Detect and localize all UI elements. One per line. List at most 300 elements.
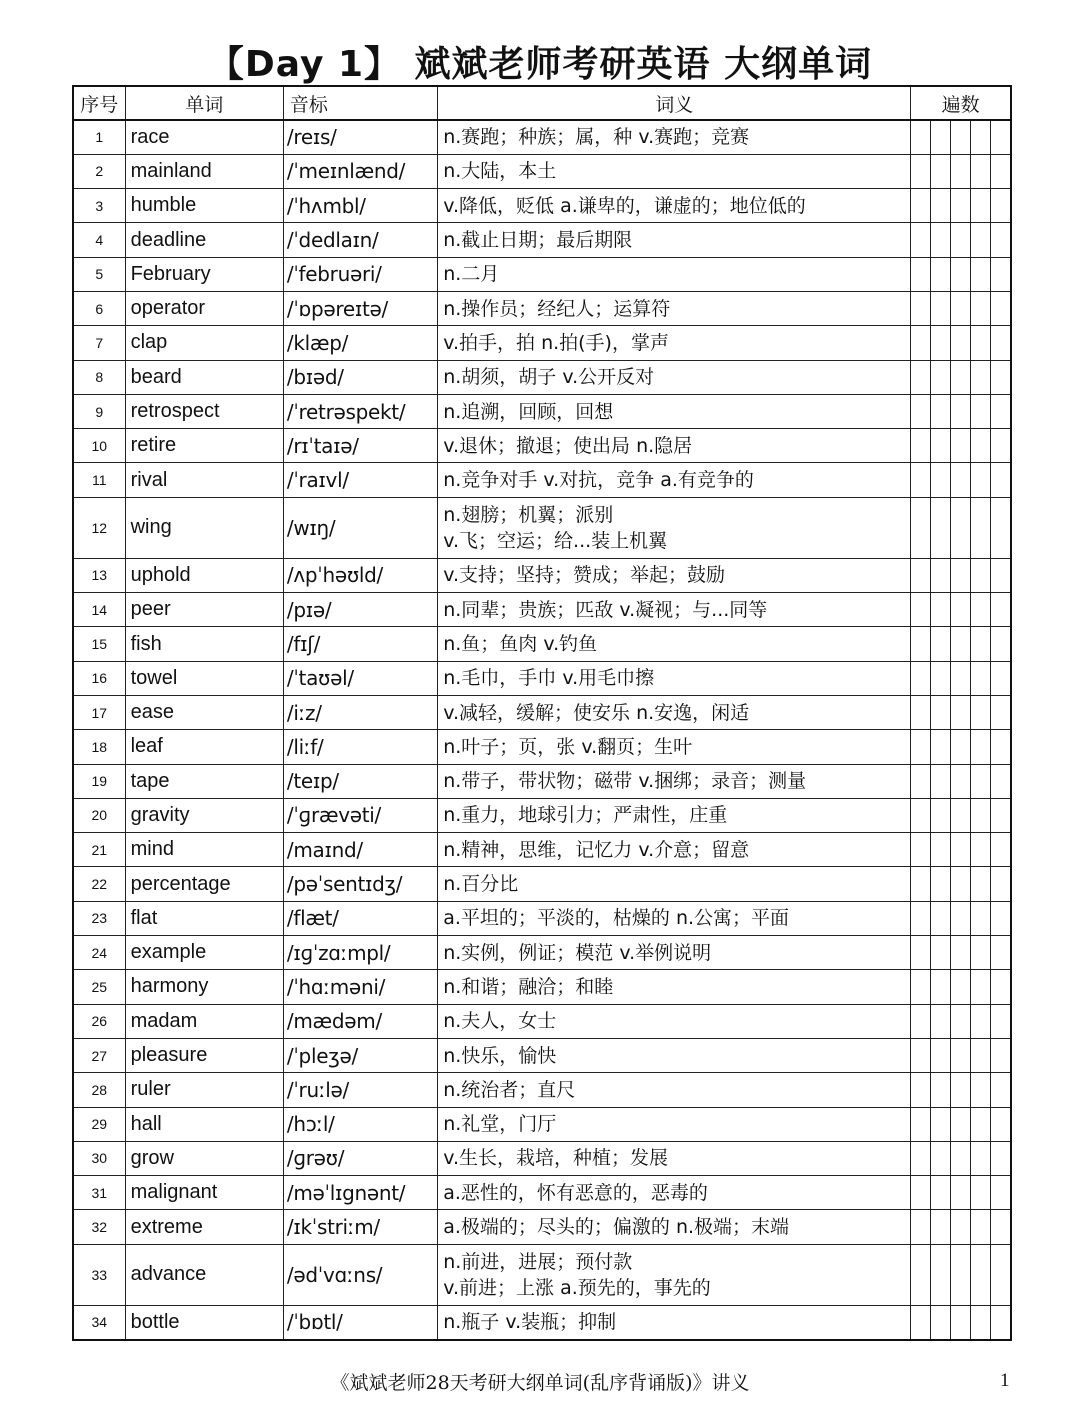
row-phonetic: /ˈretrəspekt/: [283, 394, 437, 428]
row-phonetic: /ədˈvɑːns/: [283, 1244, 437, 1305]
row-phonetic: /pɪə/: [283, 593, 437, 627]
definition-line: n.追溯，回顾，回想: [443, 400, 614, 423]
tally-box[interactable]: [911, 867, 931, 901]
row-word: percentage: [125, 867, 283, 901]
row-definition: [438, 429, 911, 463]
tally-box[interactable]: [991, 798, 1011, 832]
tally-box[interactable]: [971, 833, 991, 867]
tally-box[interactable]: [911, 970, 931, 1004]
table-row: [73, 189, 1011, 223]
tally-box[interactable]: [931, 1176, 951, 1210]
row-definition: [438, 1141, 911, 1175]
tally-box[interactable]: [951, 1038, 971, 1072]
tally-box[interactable]: [911, 1210, 931, 1244]
row-number: 12: [73, 497, 125, 558]
tally-box[interactable]: [951, 429, 971, 463]
row-phonetic: /ˈpleʒə/: [283, 1038, 437, 1072]
row-number: 11: [73, 463, 125, 497]
tally-box[interactable]: [931, 970, 951, 1004]
tally-box[interactable]: [931, 901, 951, 935]
tally-box[interactable]: [951, 627, 971, 661]
table-row: [73, 1141, 1011, 1175]
tally-box[interactable]: [971, 558, 991, 592]
row-definition: [438, 833, 911, 867]
tally-box[interactable]: [991, 1176, 1011, 1210]
tally-box[interactable]: [951, 730, 971, 764]
tally-box[interactable]: [911, 1176, 931, 1210]
row-phonetic: /ˈraɪvl/: [283, 463, 437, 497]
tally-box[interactable]: [991, 1107, 1011, 1141]
tally-box[interactable]: [951, 1244, 971, 1305]
tally-box[interactable]: [931, 1004, 951, 1038]
tally-box[interactable]: [931, 326, 951, 360]
row-word: advance: [125, 1244, 283, 1305]
row-phonetic: /reɪs/: [283, 120, 437, 154]
tally-box[interactable]: [991, 154, 1011, 188]
tally-box[interactable]: [971, 1244, 991, 1305]
table-row: [73, 593, 1011, 627]
tally-box[interactable]: [911, 1004, 931, 1038]
tally-box[interactable]: [931, 593, 951, 627]
tally-box[interactable]: [911, 558, 931, 592]
tally-box[interactable]: [991, 223, 1011, 257]
tally-box[interactable]: [931, 1073, 951, 1107]
row-definition: [438, 291, 911, 325]
tally-box[interactable]: [991, 1038, 1011, 1072]
tally-box[interactable]: [911, 257, 931, 291]
table-row: [73, 764, 1011, 798]
table-row: [73, 936, 1011, 970]
tally-box[interactable]: [991, 901, 1011, 935]
tally-box[interactable]: [931, 730, 951, 764]
tally-box[interactable]: [911, 661, 931, 695]
tally-box[interactable]: [971, 1176, 991, 1210]
tally-box[interactable]: [911, 360, 931, 394]
tally-box[interactable]: [911, 936, 931, 970]
tally-box[interactable]: [971, 661, 991, 695]
definition-line: v.拍手，拍 n.拍(手)，掌声: [443, 331, 669, 354]
tally-box[interactable]: [991, 1073, 1011, 1107]
table-row: [73, 463, 1011, 497]
tally-box[interactable]: [911, 497, 931, 558]
tally-box[interactable]: [991, 936, 1011, 970]
tally-box[interactable]: [991, 593, 1011, 627]
tally-box[interactable]: [971, 867, 991, 901]
table-row: [73, 1038, 1011, 1072]
tally-box[interactable]: [951, 593, 971, 627]
tally-box[interactable]: [951, 223, 971, 257]
tally-box[interactable]: [931, 120, 951, 154]
row-definition: [438, 593, 911, 627]
row-definition: [438, 936, 911, 970]
tally-box[interactable]: [991, 497, 1011, 558]
tally-box[interactable]: [971, 627, 991, 661]
row-word: uphold: [125, 558, 283, 592]
tally-box[interactable]: [951, 291, 971, 325]
definition-line: n.前进，进展；预付款: [443, 1250, 633, 1273]
tally-box[interactable]: [991, 257, 1011, 291]
row-number: 30: [73, 1141, 125, 1175]
row-word: deadline: [125, 223, 283, 257]
tally-box[interactable]: [911, 833, 931, 867]
table-row: [73, 497, 1011, 558]
row-number: 29: [73, 1107, 125, 1141]
tally-box[interactable]: [911, 1305, 931, 1339]
row-phonetic: /ˈdedlaɪn/: [283, 223, 437, 257]
tally-box[interactable]: [911, 120, 931, 154]
tally-box[interactable]: [931, 154, 951, 188]
tally-box[interactable]: [931, 1210, 951, 1244]
tally-box[interactable]: [951, 558, 971, 592]
tally-box[interactable]: [911, 394, 931, 428]
tally-box[interactable]: [951, 764, 971, 798]
table-row: [73, 798, 1011, 832]
row-word: mind: [125, 833, 283, 867]
tally-box[interactable]: [971, 798, 991, 832]
tally-box[interactable]: [971, 154, 991, 188]
tally-box[interactable]: [911, 695, 931, 729]
page-title: 【Day 1】 斌斌老师考研英语 大纲单词: [207, 44, 873, 85]
tally-box[interactable]: [931, 1038, 951, 1072]
table-row: [73, 291, 1011, 325]
row-phonetic: /ˈbɒtl/: [283, 1305, 437, 1339]
row-definition: [438, 1244, 911, 1305]
tally-box[interactable]: [991, 970, 1011, 1004]
tally-box[interactable]: [951, 833, 971, 867]
tally-box[interactable]: [971, 936, 991, 970]
tally-box[interactable]: [931, 463, 951, 497]
tally-box[interactable]: [911, 154, 931, 188]
tally-box[interactable]: [931, 1141, 951, 1175]
header-tally: 遍数: [911, 86, 1011, 120]
tally-box[interactable]: [971, 257, 991, 291]
row-phonetic: /hɔːl/: [283, 1107, 437, 1141]
row-word: tape: [125, 764, 283, 798]
definition-line: v.支持；坚持；赞成；举起；鼓励: [443, 564, 726, 587]
tally-box[interactable]: [971, 764, 991, 798]
row-phonetic: /fɪʃ/: [283, 627, 437, 661]
tally-box[interactable]: [971, 189, 991, 223]
tally-box[interactable]: [951, 189, 971, 223]
row-definition: [438, 627, 911, 661]
page-footer: 《斌斌老师28天考研大纲单词(乱序背诵版)》讲义: [330, 1372, 750, 1394]
tally-box[interactable]: [991, 189, 1011, 223]
tally-box[interactable]: [971, 223, 991, 257]
table-row: [73, 627, 1011, 661]
row-number: 16: [73, 661, 125, 695]
row-word: operator: [125, 291, 283, 325]
tally-box[interactable]: [931, 558, 951, 592]
tally-box[interactable]: [931, 764, 951, 798]
row-word: towel: [125, 661, 283, 695]
tally-box[interactable]: [971, 120, 991, 154]
table-row: [73, 326, 1011, 360]
tally-box[interactable]: [991, 1305, 1011, 1339]
tally-box[interactable]: [991, 326, 1011, 360]
tally-box[interactable]: [911, 798, 931, 832]
row-number: 1: [73, 120, 125, 154]
tally-box[interactable]: [971, 463, 991, 497]
tally-box[interactable]: [911, 429, 931, 463]
tally-box[interactable]: [911, 1073, 931, 1107]
row-number: 24: [73, 936, 125, 970]
definition-line: n.百分比: [443, 873, 519, 896]
tally-box[interactable]: [971, 901, 991, 935]
row-word: bottle: [125, 1305, 283, 1339]
row-phonetic: /ˈtaʊəl/: [283, 661, 437, 695]
row-number: 5: [73, 257, 125, 291]
table-row: [73, 429, 1011, 463]
definition-line: n.带子，带状物；磁带 v.捆绑；录音；测量: [443, 770, 807, 793]
tally-box[interactable]: [931, 429, 951, 463]
definition-line: n.精神，思维，记忆力 v.介意；留意: [443, 838, 750, 861]
tally-box[interactable]: [911, 1038, 931, 1072]
tally-box[interactable]: [991, 1210, 1011, 1244]
tally-box[interactable]: [951, 497, 971, 558]
row-word: clap: [125, 326, 283, 360]
row-definition: [438, 326, 911, 360]
table-row: [73, 695, 1011, 729]
definition-line: n.毛巾，手巾 v.用毛巾擦: [443, 667, 655, 690]
table-row: [73, 120, 1011, 154]
row-phonetic: /ˈruːlə/: [283, 1073, 437, 1107]
tally-box[interactable]: [991, 291, 1011, 325]
row-phonetic: /ʌpˈhəʊld/: [283, 558, 437, 592]
tally-box[interactable]: [951, 867, 971, 901]
tally-box[interactable]: [971, 326, 991, 360]
table-row: [73, 970, 1011, 1004]
tally-box[interactable]: [931, 695, 951, 729]
tally-box[interactable]: [971, 360, 991, 394]
tally-box[interactable]: [911, 291, 931, 325]
table-row: [73, 901, 1011, 935]
row-number: 17: [73, 695, 125, 729]
header-num: 序号: [73, 86, 125, 120]
row-number: 13: [73, 558, 125, 592]
row-number: 9: [73, 394, 125, 428]
tally-box[interactable]: [971, 1004, 991, 1038]
tally-box[interactable]: [991, 867, 1011, 901]
tally-box[interactable]: [931, 1305, 951, 1339]
row-number: 32: [73, 1210, 125, 1244]
row-number: 10: [73, 429, 125, 463]
tally-box[interactable]: [911, 1244, 931, 1305]
tally-box[interactable]: [971, 593, 991, 627]
tally-box[interactable]: [971, 730, 991, 764]
tally-box[interactable]: [931, 223, 951, 257]
tally-box[interactable]: [911, 1107, 931, 1141]
tally-box[interactable]: [911, 326, 931, 360]
tally-box[interactable]: [991, 1244, 1011, 1305]
tally-box[interactable]: [951, 1141, 971, 1175]
tally-box[interactable]: [971, 695, 991, 729]
row-number: 23: [73, 901, 125, 935]
tally-box[interactable]: [931, 867, 951, 901]
row-definition: [438, 901, 911, 935]
tally-box[interactable]: [951, 120, 971, 154]
tally-box[interactable]: [951, 1004, 971, 1038]
tally-box[interactable]: [991, 695, 1011, 729]
tally-box[interactable]: [931, 833, 951, 867]
tally-box[interactable]: [951, 936, 971, 970]
tally-box[interactable]: [991, 558, 1011, 592]
tally-box[interactable]: [971, 1073, 991, 1107]
tally-box[interactable]: [911, 189, 931, 223]
row-word: February: [125, 257, 283, 291]
definition-line: v.飞；空运；给...装上机翼: [443, 529, 668, 552]
table-row: [73, 558, 1011, 592]
tally-box[interactable]: [911, 1141, 931, 1175]
row-number: 15: [73, 627, 125, 661]
tally-box[interactable]: [971, 970, 991, 1004]
row-word: hall: [125, 1107, 283, 1141]
row-definition: [438, 463, 911, 497]
row-word: extreme: [125, 1210, 283, 1244]
row-phonetic: /mædəm/: [283, 1004, 437, 1038]
row-phonetic: /bɪəd/: [283, 360, 437, 394]
tally-box[interactable]: [951, 695, 971, 729]
row-phonetic: /teɪp/: [283, 764, 437, 798]
tally-box[interactable]: [951, 360, 971, 394]
tally-box[interactable]: [931, 394, 951, 428]
definition-line: n.瓶子 v.装瓶；抑制: [443, 1311, 617, 1334]
tally-box[interactable]: [991, 661, 1011, 695]
row-definition: [438, 970, 911, 1004]
tally-box[interactable]: [971, 1107, 991, 1141]
table-row: [73, 661, 1011, 695]
tally-box[interactable]: [991, 833, 1011, 867]
tally-box[interactable]: [931, 291, 951, 325]
row-definition: [438, 695, 911, 729]
row-definition: [438, 1107, 911, 1141]
tally-box[interactable]: [991, 1141, 1011, 1175]
tally-box[interactable]: [931, 936, 951, 970]
tally-box[interactable]: [931, 497, 951, 558]
definition-line: n.大陆，本土: [443, 160, 557, 183]
row-number: 2: [73, 154, 125, 188]
tally-box[interactable]: [971, 429, 991, 463]
row-phonetic: /ɡrəʊ/: [283, 1141, 437, 1175]
row-number: 33: [73, 1244, 125, 1305]
tally-box[interactable]: [931, 257, 951, 291]
definition-line: a.平坦的；平淡的，枯燥的 n.公寓；平面: [443, 907, 790, 930]
row-definition: [438, 661, 911, 695]
row-word: ease: [125, 695, 283, 729]
tally-box[interactable]: [951, 1305, 971, 1339]
tally-box[interactable]: [971, 1210, 991, 1244]
row-number: 14: [73, 593, 125, 627]
tally-box[interactable]: [951, 326, 971, 360]
definition-line: n.统治者；直尺: [443, 1078, 576, 1101]
tally-box[interactable]: [951, 394, 971, 428]
tally-box[interactable]: [951, 970, 971, 1004]
table-row: [73, 833, 1011, 867]
tally-box[interactable]: [991, 627, 1011, 661]
tally-box[interactable]: [931, 627, 951, 661]
tally-box[interactable]: [991, 730, 1011, 764]
row-phonetic: /ˈfebruəri/: [283, 257, 437, 291]
tally-box[interactable]: [911, 463, 931, 497]
tally-box[interactable]: [911, 627, 931, 661]
row-number: 34: [73, 1305, 125, 1339]
row-word: madam: [125, 1004, 283, 1038]
tally-box[interactable]: [971, 291, 991, 325]
row-number: 21: [73, 833, 125, 867]
tally-box[interactable]: [971, 1141, 991, 1175]
tally-box[interactable]: [991, 764, 1011, 798]
row-number: 25: [73, 970, 125, 1004]
row-number: 19: [73, 764, 125, 798]
tally-box[interactable]: [971, 1038, 991, 1072]
tally-box[interactable]: [931, 798, 951, 832]
header-definition: 词义: [438, 86, 911, 120]
tally-box[interactable]: [971, 1305, 991, 1339]
definition-line: v.退休；撤退；使出局 n.隐居: [443, 434, 693, 457]
tally-box[interactable]: [931, 189, 951, 223]
tally-box[interactable]: [991, 429, 1011, 463]
tally-box[interactable]: [911, 901, 931, 935]
tally-box[interactable]: [931, 1107, 951, 1141]
row-definition: [438, 394, 911, 428]
row-phonetic: /ˈɡrævəti/: [283, 798, 437, 832]
tally-box[interactable]: [911, 223, 931, 257]
tally-box[interactable]: [951, 1107, 971, 1141]
row-definition: [438, 867, 911, 901]
tally-box[interactable]: [911, 730, 931, 764]
tally-box[interactable]: [951, 463, 971, 497]
tally-box[interactable]: [951, 1073, 971, 1107]
tally-box[interactable]: [991, 463, 1011, 497]
tally-box[interactable]: [971, 497, 991, 558]
tally-box[interactable]: [991, 394, 1011, 428]
row-word: wing: [125, 497, 283, 558]
row-phonetic: /pəˈsentɪdʒ/: [283, 867, 437, 901]
row-phonetic: /klæp/: [283, 326, 437, 360]
tally-box[interactable]: [951, 1210, 971, 1244]
row-number: 27: [73, 1038, 125, 1072]
table-body: [73, 120, 1011, 1340]
tally-box[interactable]: [911, 764, 931, 798]
table-row: [73, 223, 1011, 257]
tally-box[interactable]: [991, 1004, 1011, 1038]
row-definition: [438, 154, 911, 188]
table-row: [73, 1107, 1011, 1141]
tally-box[interactable]: [911, 593, 931, 627]
tally-box[interactable]: [951, 901, 971, 935]
tally-box[interactable]: [991, 120, 1011, 154]
row-word: malignant: [125, 1176, 283, 1210]
tally-box[interactable]: [971, 394, 991, 428]
row-phonetic: /flæt/: [283, 901, 437, 935]
header-word: 单词: [125, 86, 283, 120]
tally-box[interactable]: [951, 154, 971, 188]
table-header-row: [73, 86, 1011, 120]
tally-box[interactable]: [991, 360, 1011, 394]
tally-box[interactable]: [951, 798, 971, 832]
tally-box[interactable]: [931, 661, 951, 695]
tally-box[interactable]: [951, 257, 971, 291]
tally-box[interactable]: [951, 1176, 971, 1210]
row-definition: [438, 558, 911, 592]
row-number: 8: [73, 360, 125, 394]
row-word: fish: [125, 627, 283, 661]
row-phonetic: /məˈlɪgnənt/: [283, 1176, 437, 1210]
tally-box[interactable]: [931, 360, 951, 394]
tally-box[interactable]: [931, 1244, 951, 1305]
definition-line: n.叶子；页，张 v.翻页；生叶: [443, 735, 693, 758]
row-number: 28: [73, 1073, 125, 1107]
tally-box[interactable]: [951, 661, 971, 695]
